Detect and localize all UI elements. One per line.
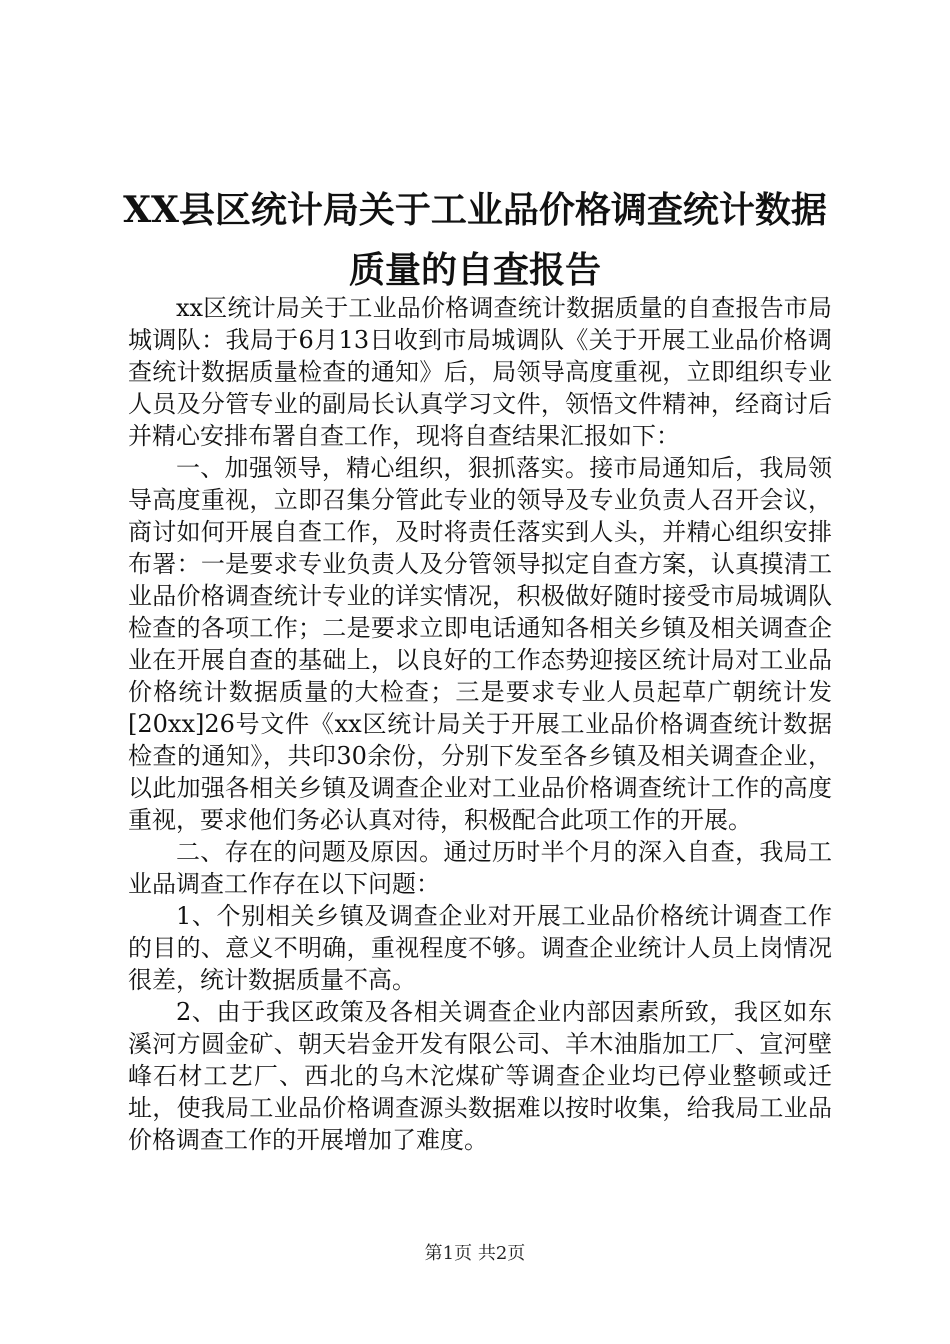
page-footer: 第1页 共2页 (424, 1243, 526, 1264)
document-title-line-2: 质量的自查报告 (348, 249, 601, 291)
document-body (128, 292, 832, 1156)
paragraph-intro: xx区统计局关于工业品价格调查统计数据质量的自查报告市局城调队：我局于6月13日收到市局城调队《关于开展工业品价格调查统计数据质量检查的通知》后，局领导高度重视，立即组织专业人员及分管专业的副局长认真学习文件，领悟文件精神，经商讨后并精心安排布署自查工作，现将自查结果汇报如下： (128, 294, 832, 450)
paragraph-section-1: 一、加强领导，精心组织，狠抓落实。接市局通知后，我局领导高度重视，立即召集分管此专业的领导及专业负责人召开会议，商讨如何开展自查工作，及时将责任落实到人头，并精心组织安排布署：一是要求专业负责人及分管领导拟定自查方案，认真摸清工业品价格调查统计专业的详实情况，积极做好随时接受市局城调队检查的各项工作；二是要求立即电话通知各相关乡镇及相关调查企业在开展自查的基础上，以良好的工作态势迎接区统计局对工业品价格统计数据质量的大检查；三是要求专业人员起草广朝统计发[20xx]26号文件《xx区统计局关于开展工业品价格调查统计数据检查的通知》，共印30余份，分别下发至各乡镇及相关调查企业，以此加强各相关乡镇及调查企业对工业品价格调查统计工作的高度重视，要求他们务必认真对待，积极配合此项工作的开展。 (128, 454, 832, 834)
document-title-line-1: XX县区统计局关于工业品价格调查统计数据 (123, 189, 827, 231)
paragraph-item-1: 1、个别相关乡镇及调查企业对开展工业品价格统计调查工作的目的、意义不明确，重视程度不够。调查企业统计人员上岗情况很差，统计数据质量不高。 (128, 902, 832, 994)
paragraph-section-2: 二、存在的问题及原因。通过历时半个月的深入自查，我局工业品调查工作存在以下问题： (128, 838, 832, 898)
paragraph-item-2: 2、由于我区政策及各相关调查企业内部因素所致，我区如东溪河方圆金矿、朝天岩金开发有限公司、羊木油脂加工厂、宣河壁峰石材工艺厂、西北的乌木沱煤矿等调查企业均已停业整顿或迁址，使我局工业品价格调查源头数据难以按时收集，给我局工业品价格调查工作的开展增加了难度。 (128, 998, 832, 1154)
